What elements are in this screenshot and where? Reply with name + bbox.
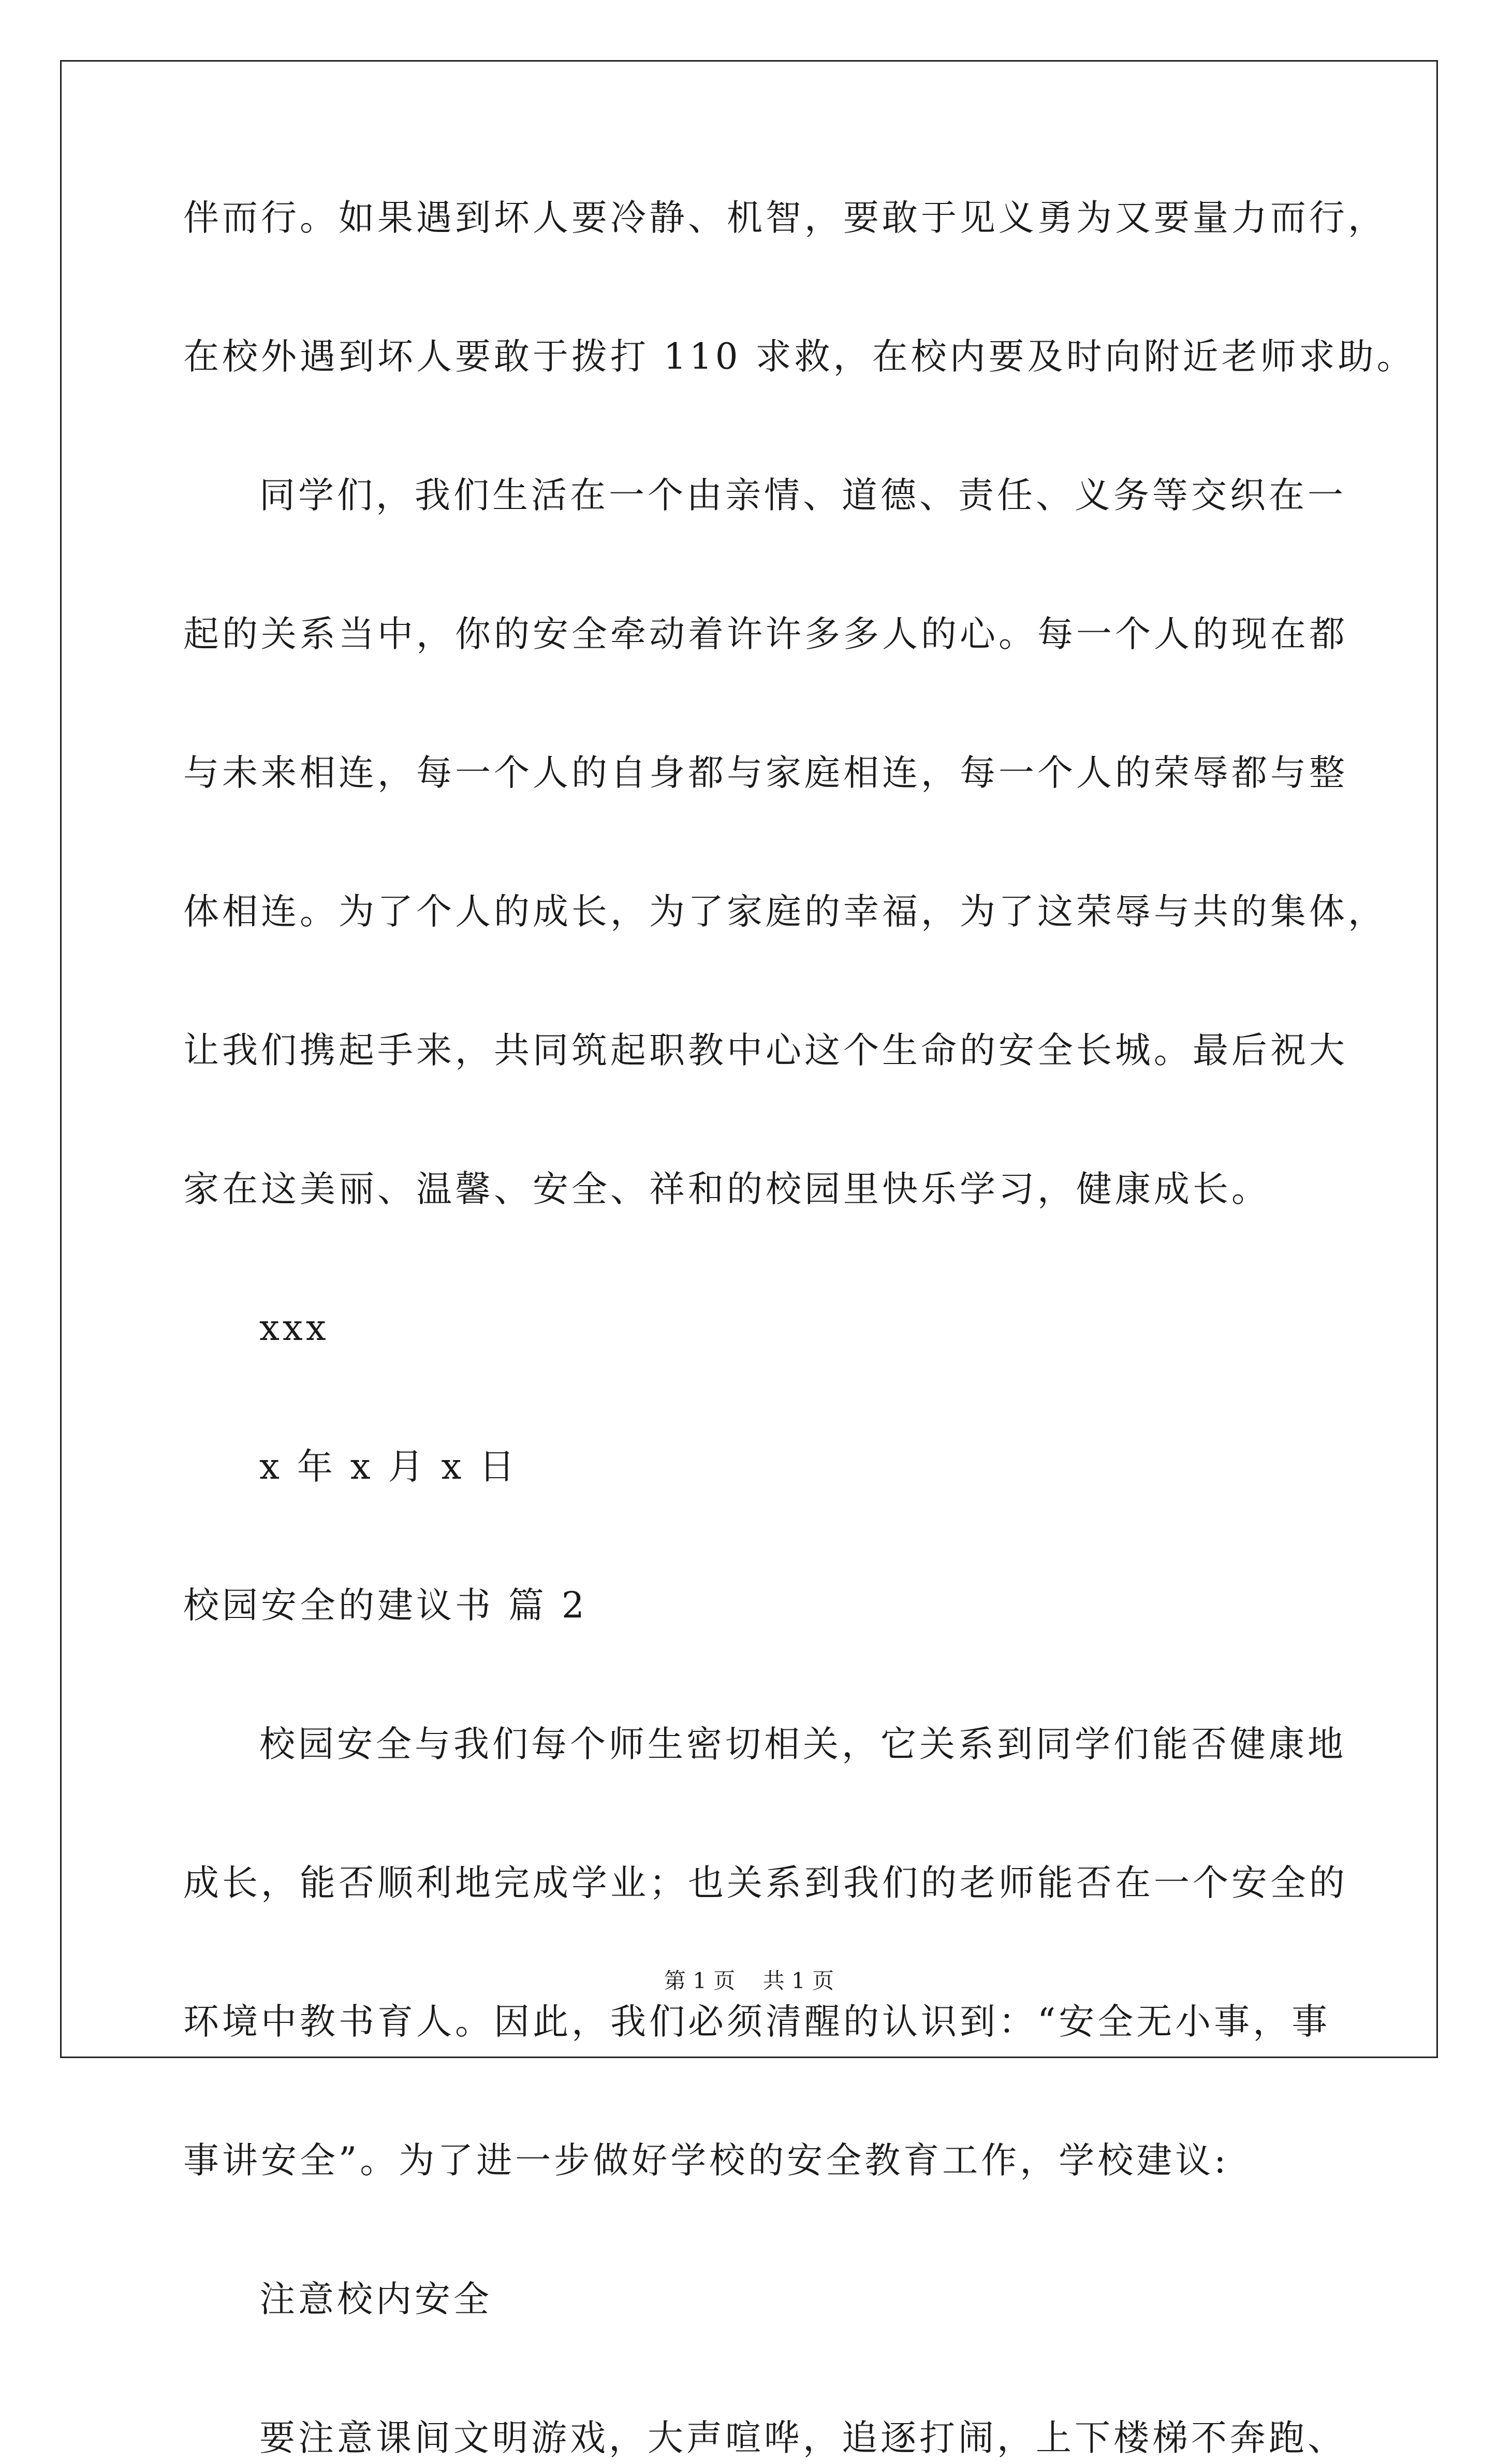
signature-name: xxx [259,1307,329,1349]
text-line: 成长，能否顺利地完成学业；也关系到我们的老师能否在一个安全的 [183,1862,1348,1904]
text-line: 事讲安全”。为了进一步做好学校的安全教育工作，学校建议: [183,2140,1229,2181]
paragraph-start: 同学们，我们生活在一个由亲情、道德、责任、义务等交织在一 [259,475,1346,516]
section-heading: 校园安全的建议书 篇 2 [183,1585,588,1626]
page-number: 第 1 页 共 1 页 [664,1968,834,1993]
paragraph-start: 校园安全与我们每个师生密切相关，它关系到同学们能否健康地 [259,1724,1346,1765]
text-line: 与未来相连，每一个人的自身都与家庭相连，每一个人的荣辱都与整 [183,752,1348,794]
signature-date: x 年 x 月 x 日 [259,1446,518,1488]
text-line: 要注意课间文明游戏，大声喧哗，追逐打闹，上下楼梯不奔跑、 [259,2417,1346,2459]
text-line: 让我们携起手来，共同筑起职教中心这个生命的安全长城。最后祝大 [183,1030,1348,1071]
subheading: 注意校内安全 [259,2279,492,2320]
text-line: 在校外遇到坏人要敢于拨打 110 求救，在校内要及时向附近老师求助。 [183,336,1416,377]
text-line: 起的关系当中，你的安全牵动着许许多多人的心。每一个人的现在都 [183,614,1348,655]
text-line: 家在这美丽、温馨、安全、祥和的校园里快乐学习，健康成长。 [183,1169,1270,1210]
text-line: 体相连。为了个人的成长，为了家庭的幸福，为了这荣辱与共的集体， [183,891,1387,932]
text-line: 环境中教书育人。因此，我们必须清醒的认识到：“安全无小事，事 [183,2001,1331,2043]
text-line: 伴而行。如果遇到坏人要冷静、机智，要敢于见义勇为又要量力而行， [183,197,1387,239]
